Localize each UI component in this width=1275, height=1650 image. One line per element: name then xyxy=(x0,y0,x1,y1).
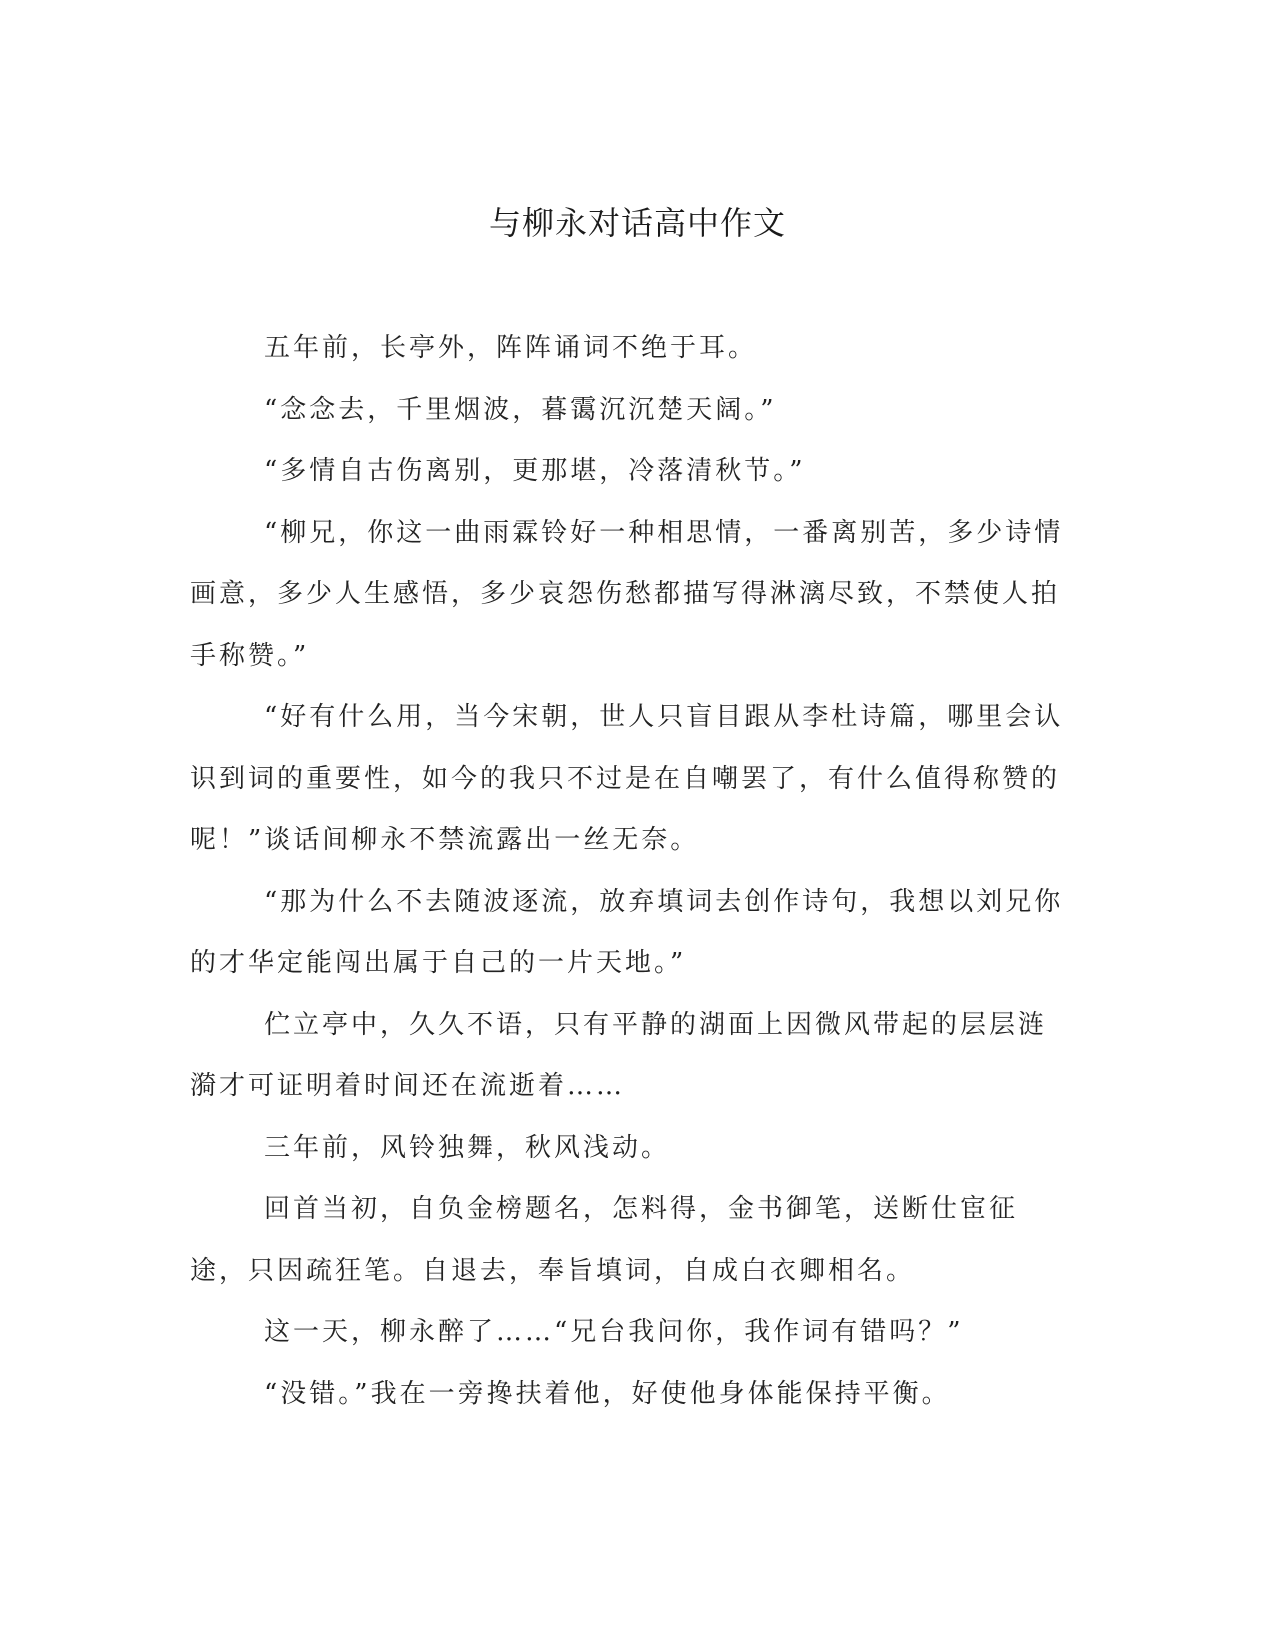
paragraph-1: 五年前，长亭外，阵阵诵词不绝于耳。 xyxy=(264,333,758,363)
document-body xyxy=(190,318,1070,1425)
paragraph-3: “多情自古伤离别，更那堪，冷落清秋节。” xyxy=(264,456,806,486)
paragraph-4: “柳兄，你这一曲雨霖铃好一种相思情，一番离别苦，多少诗情画意，多少人生感悟，多少哀怨伤愁都描写得淋漓尽致，不禁使人拍手称赞。” xyxy=(190,517,1064,671)
paragraph-2: “念念去，千里烟波，暮霭沉沉楚天阔。” xyxy=(264,394,777,425)
paragraph-5: “好有什么用，当今宋朝，世人只盲目跟从李杜诗篇，哪里会认识到词的重要性，如今的我只不过是在自嘲罢了，有什么值得称赞的呢！”谈话间柳永不禁流露出一丝无奈。 xyxy=(190,702,1064,855)
paragraph-10: 这一天，柳永醉了……“兄台我问你，我作词有错吗？” xyxy=(264,1317,964,1347)
paragraph-11: “没错。”我在一旁搀扶着他，好使他身体能保持平衡。 xyxy=(264,1378,951,1409)
paragraph-7: 伫立亭中，久久不语，只有平静的湖面上因微风带起的层层涟漪才可证明着时间还在流逝着…… xyxy=(190,1009,1048,1101)
paragraph-8: 三年前，风铃独舞，秋风浅动。 xyxy=(264,1132,671,1163)
document-title: 与柳永对话高中作文 xyxy=(488,204,786,242)
paragraph-6: “那为什么不去随波逐流，放弃填词去创作诗句，我想以刘兄你的才华定能闯出属于自己的一片天地。” xyxy=(190,886,1064,978)
paragraph-9: 回首当初，自负金榜题名，怎料得，金书御笔，送断仕宦征途，只因疏狂笔。自退去，奉旨填词，自成白衣卿相名。 xyxy=(190,1194,1019,1286)
